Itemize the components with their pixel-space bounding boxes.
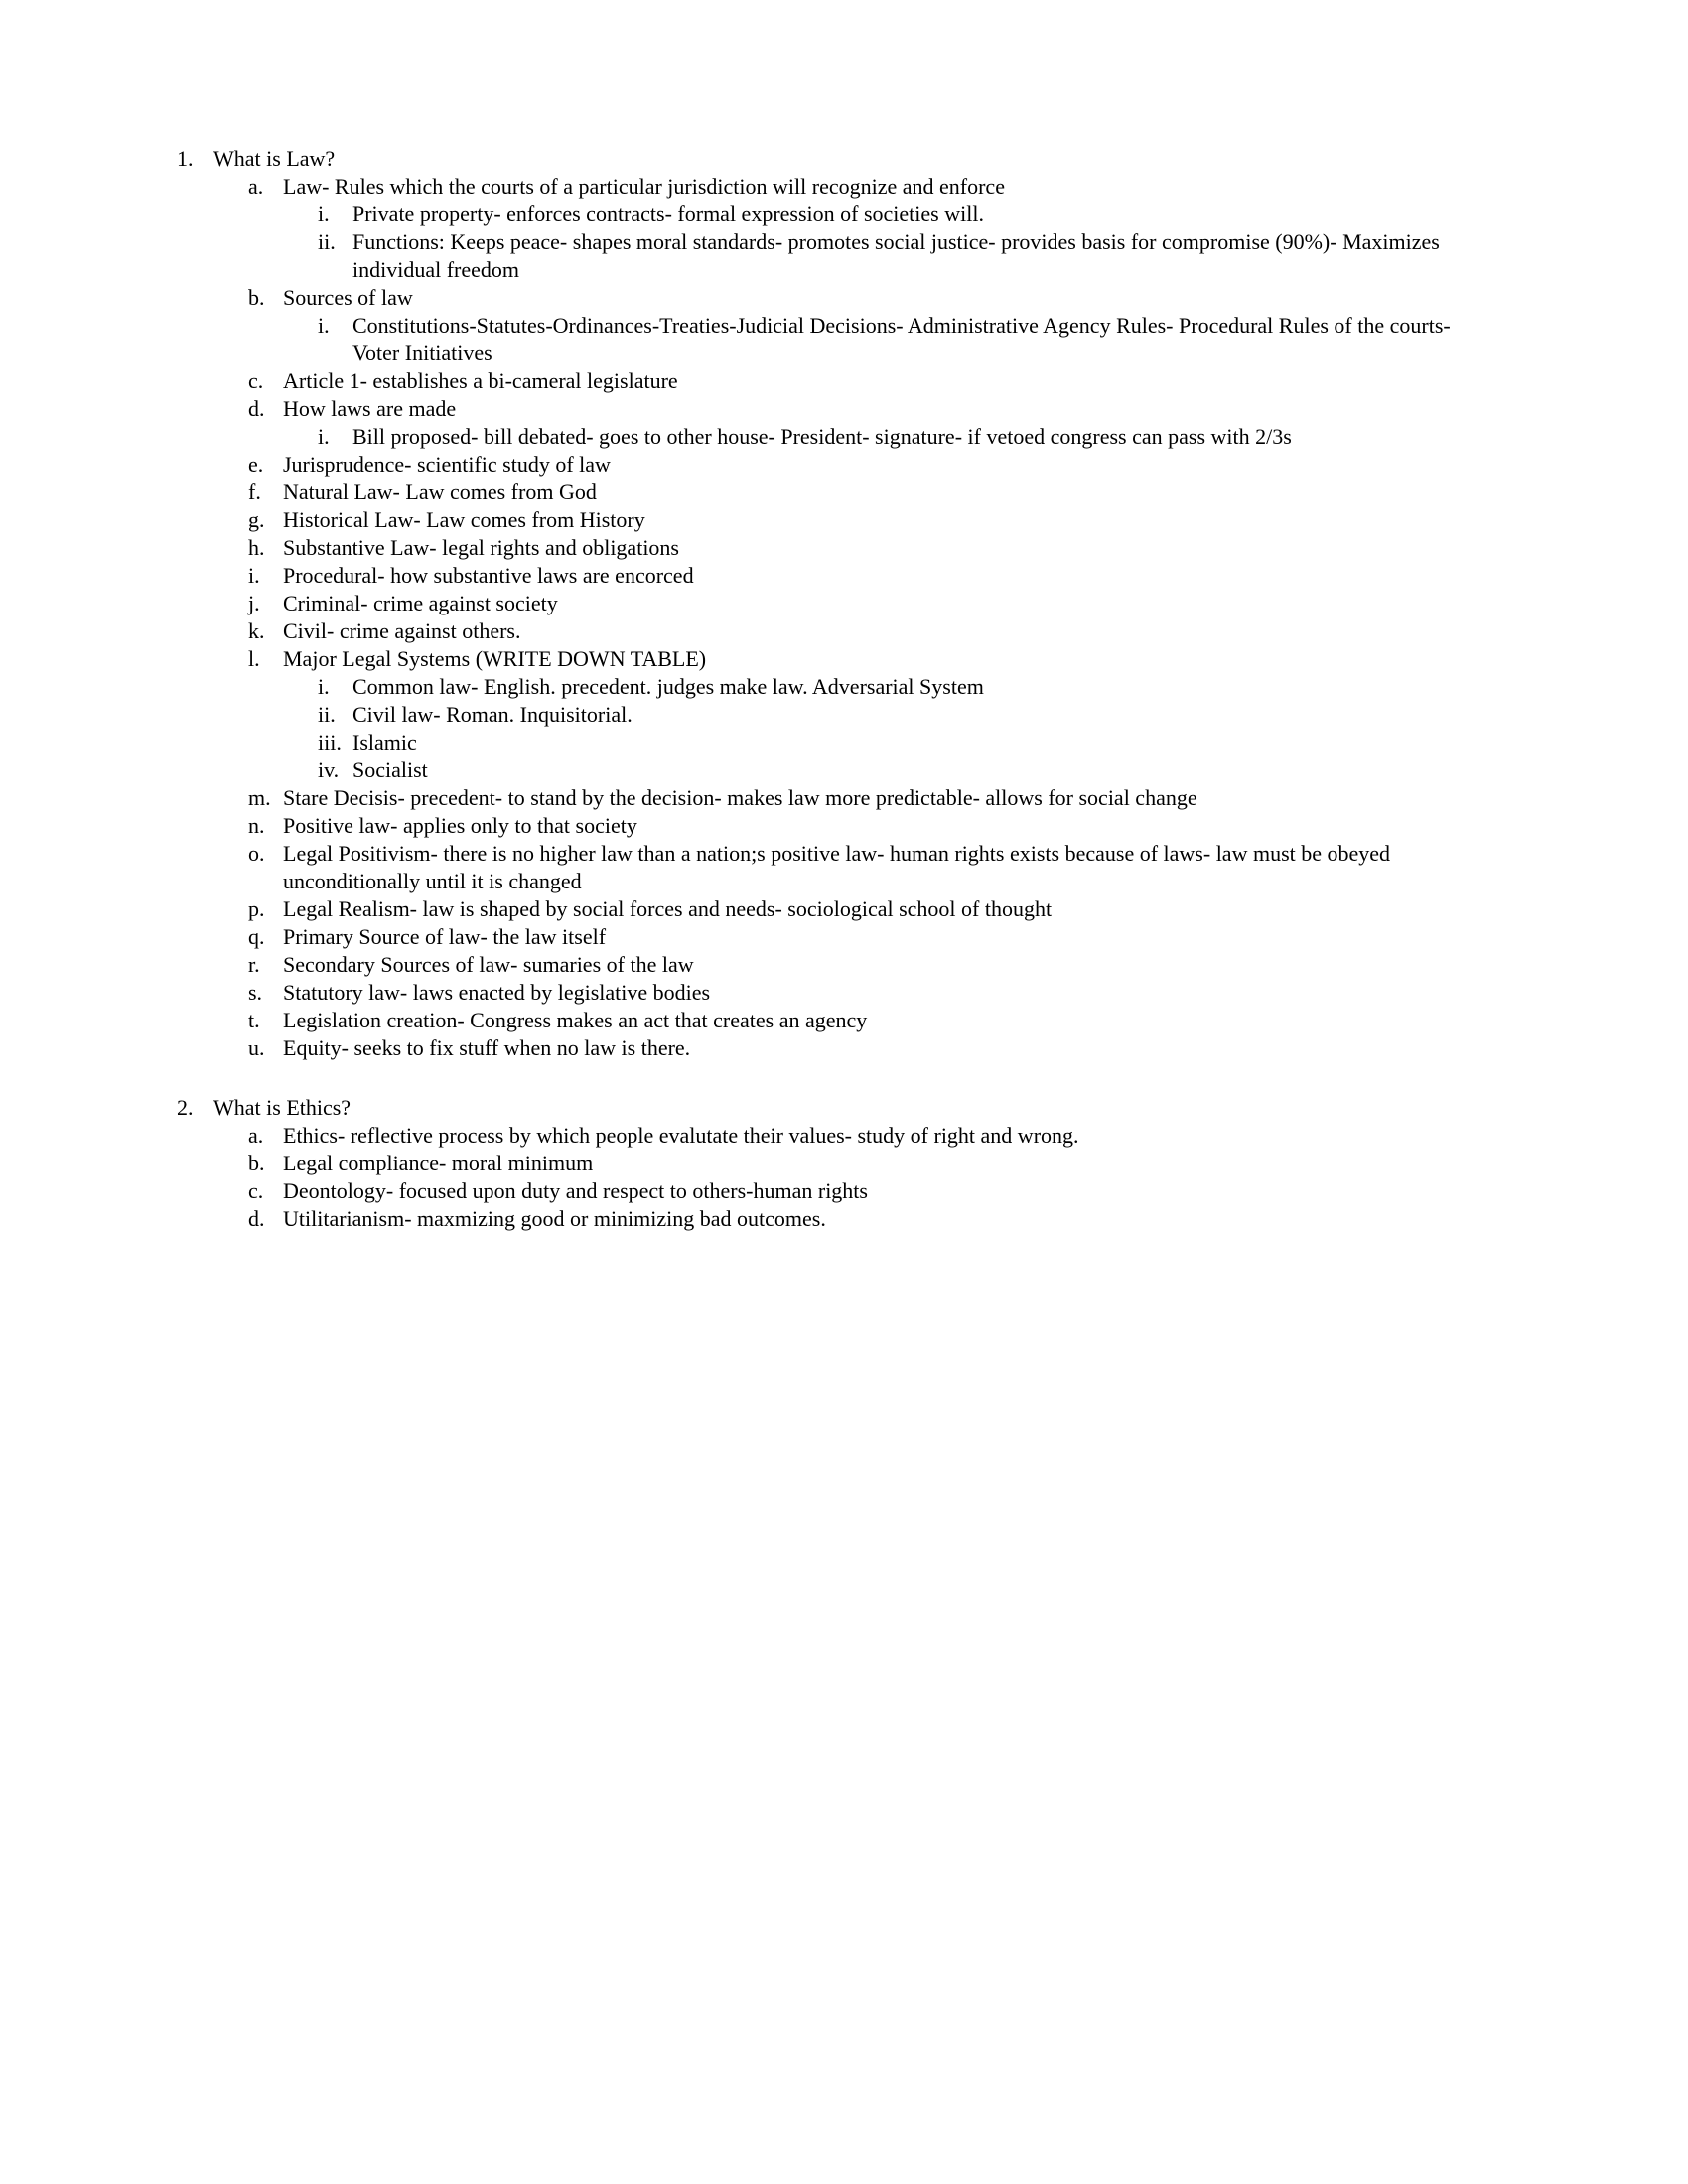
outline-item-text: Legislation creation- Congress makes an act that creates an agency (283, 1008, 868, 1032)
outline-item-text: Legal compliance- moral minimum (283, 1151, 594, 1175)
outline-item (0, 284, 1477, 312)
outline-item-marker: iv. (318, 757, 340, 782)
outline-item-text: Legal Realism- law is shaped by social forces and needs- sociological school of thought (283, 896, 1053, 921)
outline-item (0, 673, 1477, 701)
outline-item (0, 534, 1477, 562)
outline-item (0, 395, 1477, 423)
outline-item-text: Historical Law- Law comes from History (283, 507, 645, 532)
outline-item-marker: a. (248, 174, 264, 199)
outline-item-text: Criminal- crime against society (283, 591, 558, 615)
outline-item-text: Functions: Keeps peace- shapes moral standards- promotes social justice- provides basis for compromise (90%)- Maximizes individual freedom (352, 229, 1440, 282)
outline-item-text: Ethics- reflective process by which people evalutate their values- study of right and wrong. (283, 1123, 1079, 1148)
outline-item-marker: i. (318, 674, 330, 699)
document-content (0, 145, 1688, 1233)
outline-item-text: Primary Source of law- the law itself (283, 924, 607, 949)
outline-item (0, 1007, 1477, 1034)
outline-item-text: What is Law? (213, 146, 336, 171)
outline-item-marker: b. (248, 285, 265, 310)
outline-item-marker: r. (248, 952, 260, 977)
outline-item-marker: 1. (177, 146, 194, 171)
outline-item-marker: t. (248, 1008, 260, 1032)
outline-item-text: Constitutions-Statutes-Ordinances-Treaties-Judicial Decisions- Administrative Agency Rules- Procedural Rules of the courts- Voter Initiatives (352, 313, 1451, 365)
outline-item (0, 367, 1477, 395)
outline-item-text: Secondary Sources of law- sumaries of the law (283, 952, 694, 977)
outline-item (0, 201, 1477, 228)
outline-item (0, 590, 1477, 617)
outline-item-text: Equity- seeks to fix stuff when no law is there. (283, 1035, 691, 1060)
outline-item-text: Substantive Law- legal rights and obligations (283, 535, 679, 560)
outline-item-marker: iii. (318, 730, 342, 754)
outline-item (0, 145, 1477, 173)
outline-item-text: Statutory law- laws enacted by legislative bodies (283, 980, 711, 1005)
outline-item (0, 451, 1477, 478)
outline-item-text: Civil- crime against others. (283, 618, 521, 643)
outline-item-text: What is Ethics? (213, 1095, 352, 1120)
outline-item (0, 228, 1477, 284)
outline-item-marker: g. (248, 507, 265, 532)
outline-item-text: Islamic (352, 730, 417, 754)
outline-item (0, 784, 1477, 812)
outline-item (0, 729, 1477, 756)
outline-item (0, 312, 1477, 367)
outline-item (0, 1122, 1477, 1150)
outline-item (0, 562, 1477, 590)
outline-item-marker: i. (318, 424, 330, 449)
outline-item-marker: q. (248, 924, 265, 949)
outline-item-marker: m. (248, 785, 271, 810)
outline-item-marker: c. (248, 1178, 264, 1203)
outline-item (0, 617, 1477, 645)
outline-item-marker: 2. (177, 1095, 194, 1120)
outline-item-text: Utilitarianism- maxmizing good or minimizing bad outcomes. (283, 1206, 826, 1231)
outline-item-marker: n. (248, 813, 265, 838)
outline-item-marker: s. (248, 980, 263, 1005)
outline-item-marker: f. (248, 479, 261, 504)
outline-item-marker: ii. (318, 702, 336, 727)
outline-item (0, 895, 1477, 923)
outline-item-marker: i. (318, 313, 330, 338)
outline-item-text: Law- Rules which the courts of a particular jurisdiction will recognize and enforce (283, 174, 1005, 199)
outline-item (0, 951, 1477, 979)
outline-item (0, 756, 1477, 784)
outline-item (0, 840, 1477, 895)
outline-item (0, 1205, 1477, 1233)
outline-item-text: Procedural- how substantive laws are encorced (283, 563, 694, 588)
outline-item-text: Bill proposed- bill debated- goes to other house- President- signature- if vetoed congress can pass with 2/3s (352, 424, 1292, 449)
outline-item-text: Article 1- establishes a bi-cameral legislature (283, 368, 678, 393)
outline-item (0, 701, 1477, 729)
outline-item-text: Major Legal Systems (WRITE DOWN TABLE) (283, 646, 707, 671)
outline-item-marker: a. (248, 1123, 264, 1148)
outline-item (0, 478, 1477, 506)
outline-item-text: Positive law- applies only to that society (283, 813, 637, 838)
outline-item-marker: b. (248, 1151, 265, 1175)
outline-item-text: Jurisprudence- scientific study of law (283, 452, 611, 477)
outline-item (0, 1034, 1477, 1062)
outline-item-marker: p. (248, 896, 265, 921)
outline-item-text: Deontology- focused upon duty and respect to others-human rights (283, 1178, 868, 1203)
outline-item (0, 1094, 1477, 1122)
outline-item (0, 1150, 1477, 1177)
outline-item-marker: e. (248, 452, 264, 477)
outline-item (0, 923, 1477, 951)
outline-item-marker: o. (248, 841, 265, 866)
outline-item-marker: l. (248, 646, 260, 671)
outline-item-text: Socialist (352, 757, 428, 782)
outline-item-marker: ii. (318, 229, 336, 254)
outline-item-marker: i. (248, 563, 260, 588)
outline-item-marker: k. (248, 618, 265, 643)
outline-item (0, 979, 1477, 1007)
outline-item (0, 506, 1477, 534)
outline-item-text: Natural Law- Law comes from God (283, 479, 597, 504)
outline-item (0, 173, 1477, 201)
outline-item-marker: u. (248, 1035, 265, 1060)
outline-item-text: Legal Positivism- there is no higher law than a nation;s positive law- human rights exists because of laws- law must be obeyed unconditionally until it is changed (283, 841, 1391, 893)
outline-item-marker: h. (248, 535, 265, 560)
outline-item-marker: d. (248, 1206, 265, 1231)
outline-item-marker: j. (248, 591, 260, 615)
outline-item (0, 423, 1477, 451)
outline-item (0, 645, 1477, 673)
outline-item-text: Sources of law (283, 285, 413, 310)
outline-item-marker: i. (318, 202, 330, 226)
outline-item-text: How laws are made (283, 396, 457, 421)
outline-item-text: Private property- enforces contracts- formal expression of societies will. (352, 202, 984, 226)
outline-item-text: Common law- English. precedent. judges make law. Adversarial System (352, 674, 984, 699)
outline-item (0, 1177, 1477, 1205)
outline-item (0, 812, 1477, 840)
outline-item-text: Civil law- Roman. Inquisitorial. (352, 702, 633, 727)
outline-item-marker: d. (248, 396, 265, 421)
outline-item-marker: c. (248, 368, 264, 393)
outline-item-text: Stare Decisis- precedent- to stand by the decision- makes law more predictable- allows for social change (283, 785, 1197, 810)
